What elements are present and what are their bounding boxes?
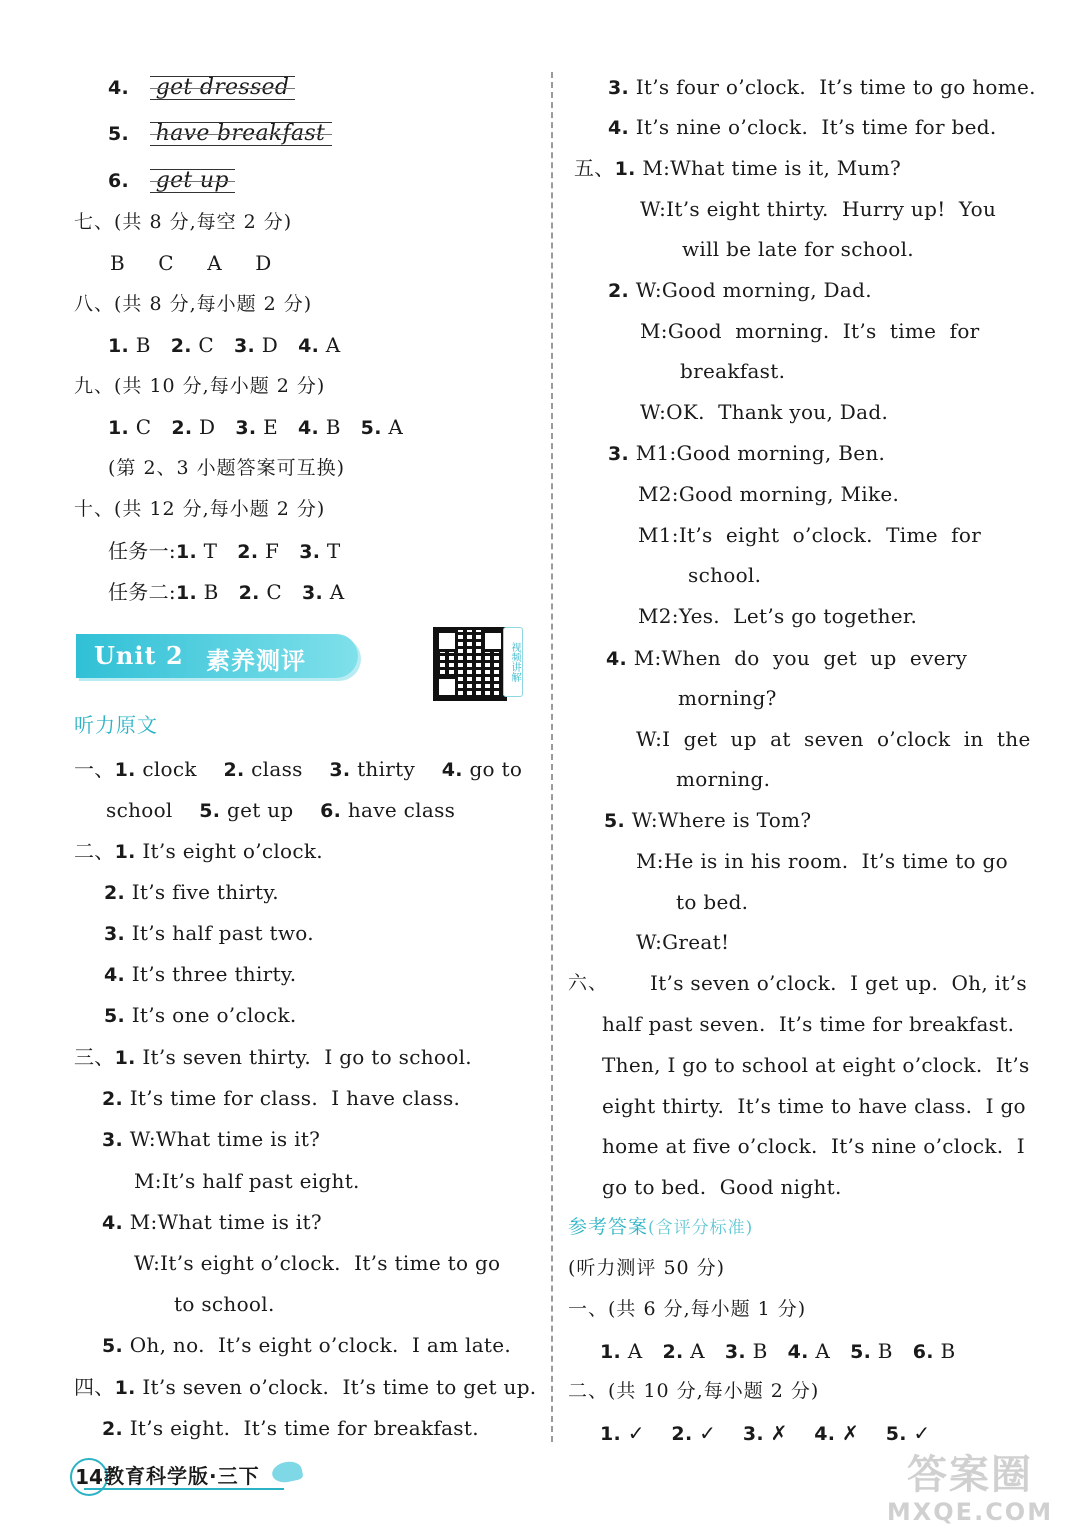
section-8-answers bbox=[108, 330, 341, 361]
handwritten-answer: have breakfast bbox=[150, 122, 332, 146]
item-number: 2. bbox=[102, 1088, 124, 1110]
ref-subtitle: (含评分标准) bbox=[648, 1218, 754, 1238]
dialogue: W:Good morning, Dad. bbox=[635, 278, 872, 302]
answer: B bbox=[940, 1339, 956, 1363]
dialogue: M:What time is it, Mum? bbox=[642, 156, 902, 180]
item-number: 4. bbox=[297, 417, 320, 439]
section-10-task1 bbox=[108, 536, 341, 567]
page-number: 14 bbox=[70, 1458, 108, 1496]
qr-corner bbox=[436, 676, 458, 698]
hw-item-6 bbox=[108, 165, 235, 196]
section-10-heading: 十、(共 12 分,每小题 2 分) bbox=[74, 498, 326, 520]
item-number: 5. bbox=[199, 800, 221, 822]
item-number: 1. bbox=[600, 1341, 622, 1363]
answer: B bbox=[752, 1339, 768, 1363]
s5-d4d: morning. bbox=[676, 767, 771, 791]
item-number: 5. bbox=[104, 1005, 126, 1027]
item-number: 4. bbox=[108, 77, 130, 99]
listening-score: (听力测评 50 分) bbox=[568, 1257, 726, 1279]
item-number: 5. bbox=[885, 1423, 907, 1445]
s5-d5c: to bed. bbox=[676, 890, 749, 914]
sentence: It’s half past two. bbox=[131, 921, 314, 945]
item-number: 5. bbox=[102, 1335, 124, 1357]
qr-corner bbox=[482, 630, 504, 652]
watermark-en: MXQE.COM bbox=[886, 1498, 1054, 1526]
answer: B bbox=[325, 415, 341, 439]
item-number: 2. bbox=[223, 759, 245, 781]
s5-d3b: M2:Good morning, Mike. bbox=[638, 482, 900, 506]
sentence: It’s five thirty. bbox=[131, 880, 279, 904]
sentence: It’s eight o’clock. bbox=[142, 839, 323, 863]
answer: T bbox=[203, 539, 218, 563]
answer: D bbox=[261, 333, 279, 357]
section-10-task2 bbox=[108, 577, 344, 608]
item-number: 2. bbox=[608, 280, 630, 302]
section-9-answers bbox=[108, 412, 403, 443]
item-number: 4. bbox=[441, 759, 463, 781]
item-number: 4. bbox=[814, 1423, 836, 1445]
cross-icon: ✗ bbox=[770, 1421, 788, 1445]
item-number: 1. bbox=[114, 1047, 136, 1069]
item-number: 4. bbox=[102, 1212, 124, 1234]
item-number: 4. bbox=[104, 964, 126, 986]
qr-corner bbox=[436, 630, 458, 652]
section-prefix: 三、 bbox=[74, 1045, 115, 1069]
s5-d5b: M:He is in his room. It’s time to go bbox=[636, 849, 1008, 873]
s6-line2: half past seven. It’s time for breakfast. bbox=[602, 1012, 1015, 1036]
word: clock bbox=[142, 757, 197, 781]
r-line-3 bbox=[608, 72, 1036, 103]
s4-line2 bbox=[102, 1413, 479, 1444]
watermark-logo bbox=[880, 1452, 1060, 1532]
sentence: It’s nine o’clock. It’s time for bed. bbox=[635, 115, 997, 139]
answer: F bbox=[265, 539, 280, 563]
answer: B bbox=[135, 333, 151, 357]
item-number: 6. bbox=[108, 170, 130, 192]
section-prefix: 四、 bbox=[74, 1375, 115, 1399]
bird-icon bbox=[270, 1459, 304, 1485]
s3-line4c: to school. bbox=[174, 1292, 275, 1316]
ref-title: 参考答案 bbox=[568, 1216, 649, 1238]
dialogue: M:When do you get up every bbox=[633, 646, 968, 670]
item-number: 2. bbox=[238, 582, 260, 604]
qr-code-icon[interactable] bbox=[433, 627, 507, 701]
s2-line1 bbox=[74, 836, 323, 867]
answer: A bbox=[627, 1339, 643, 1363]
section-8-heading: 八、(共 8 分,每小题 2 分) bbox=[74, 293, 313, 315]
reference-answers-title bbox=[568, 1212, 753, 1243]
item-number: 2. bbox=[662, 1341, 684, 1363]
section-prefix: 一、 bbox=[74, 757, 115, 781]
answer: T bbox=[326, 539, 341, 563]
word: school bbox=[106, 798, 173, 822]
column-divider bbox=[551, 72, 553, 1442]
sentence: It’s one o’clock. bbox=[131, 1003, 297, 1027]
sentence: It’s three thirty. bbox=[131, 962, 297, 986]
item-number: 3. bbox=[102, 1129, 124, 1151]
item-number: 6. bbox=[912, 1341, 934, 1363]
s5-d5d: W:Great! bbox=[636, 930, 730, 954]
s5-d1c: will be late for school. bbox=[682, 237, 914, 261]
check-icon: ✓ bbox=[627, 1421, 645, 1445]
s2-line3 bbox=[104, 918, 314, 949]
answer: B bbox=[203, 580, 219, 604]
ans-section-2-answers bbox=[600, 1418, 930, 1449]
s3-line1 bbox=[74, 1042, 472, 1073]
section-9-heading: 九、(共 10 分,每小题 2 分) bbox=[74, 375, 326, 397]
item-number: 3. bbox=[299, 541, 321, 563]
answer: A bbox=[815, 1339, 831, 1363]
item-number: 4. bbox=[787, 1341, 809, 1363]
answer: A bbox=[329, 580, 345, 604]
s5-d4c: W:I get up at seven o’clock in the bbox=[636, 727, 1031, 751]
item-number: 3. bbox=[608, 77, 630, 99]
item-number: 1. bbox=[114, 759, 136, 781]
item-number: 6. bbox=[320, 800, 342, 822]
dialogue: M1:Good morning, Ben. bbox=[635, 441, 886, 465]
answer: E bbox=[263, 415, 278, 439]
s5-d2b: M:Good morning. It’s time for bbox=[640, 319, 980, 343]
answer: A bbox=[388, 415, 404, 439]
s6-line6: go to bed. Good night. bbox=[602, 1175, 842, 1199]
item-number: 3. bbox=[742, 1423, 764, 1445]
footer-underline bbox=[84, 1488, 284, 1490]
item-number: 2. bbox=[237, 541, 259, 563]
ans-section-1-heading: 一、(共 6 分,每小题 1 分) bbox=[568, 1298, 807, 1320]
answer: A bbox=[325, 333, 341, 357]
check-icon: ✓ bbox=[699, 1421, 717, 1445]
unit-banner bbox=[76, 634, 358, 678]
item-number: 4. bbox=[298, 335, 320, 357]
s3-line5 bbox=[102, 1330, 511, 1361]
item-number: 1. bbox=[114, 1377, 136, 1399]
item-number: 3. bbox=[301, 582, 324, 604]
sentence: It’s time for class. I have class. bbox=[129, 1086, 461, 1110]
item-number: 1. bbox=[175, 582, 197, 604]
item-number: 1. bbox=[114, 841, 136, 863]
item-number: 2. bbox=[171, 417, 193, 439]
section-7-answers: B C A D bbox=[110, 251, 272, 275]
s5-d1b: W:It’s eight thirty. Hurry up! You bbox=[640, 197, 997, 221]
unit-title: 素养测评 bbox=[206, 646, 306, 675]
section-9-note: (第 2、3 小题答案可互换) bbox=[108, 457, 346, 479]
section-prefix: 五、 bbox=[574, 156, 615, 180]
s5-d3a bbox=[608, 438, 885, 469]
item-number: 4. bbox=[606, 648, 628, 670]
section-prefix: 二、 bbox=[74, 839, 115, 863]
s6-line5: home at five o’clock. It’s nine o’clock. I bbox=[602, 1134, 1025, 1158]
s5-d2c: breakfast. bbox=[680, 359, 786, 383]
answer: C bbox=[198, 333, 215, 357]
item-number: 5. bbox=[108, 123, 130, 145]
s6-line4: eight thirty. It’s time to have class. I go bbox=[602, 1094, 1026, 1118]
s1-line2 bbox=[106, 795, 455, 826]
check-icon: ✓ bbox=[913, 1421, 931, 1445]
s6-line1: It’s seven o’clock. I get up. Oh, it’s bbox=[650, 971, 1027, 995]
s5-d3e: M2:Yes. Let’s go together. bbox=[638, 604, 918, 628]
dialogue: W:What time is it? bbox=[129, 1127, 321, 1151]
s3-line4 bbox=[102, 1207, 322, 1238]
s3-line4b: W:It’s eight o’clock. It’s time to go bbox=[134, 1251, 501, 1275]
item-number: 3. bbox=[234, 335, 256, 357]
section-7-heading: 七、(共 8 分,每空 2 分) bbox=[74, 211, 293, 233]
s5-d4b: morning? bbox=[678, 686, 777, 710]
s3-line3 bbox=[102, 1124, 320, 1155]
item-number: 3. bbox=[724, 1341, 746, 1363]
s5-d3c: M1:It’s eight o’clock. Time for bbox=[638, 523, 982, 547]
s3-line3b: M:It’s half past eight. bbox=[134, 1169, 360, 1193]
r-line-4 bbox=[608, 112, 996, 143]
listening-title: 听力原文 bbox=[74, 713, 158, 737]
word: class bbox=[251, 757, 303, 781]
answer: B bbox=[877, 1339, 893, 1363]
item-number: 2. bbox=[671, 1423, 693, 1445]
handwritten-answer: get dressed bbox=[150, 76, 296, 100]
answer: C bbox=[135, 415, 152, 439]
task-label: 任务一: bbox=[108, 539, 176, 563]
item-number: 2. bbox=[104, 882, 126, 904]
ans-section-2-heading: 二、(共 10 分,每小题 2 分) bbox=[568, 1380, 820, 1402]
s5-d2a bbox=[608, 275, 872, 306]
s5-d1a bbox=[574, 153, 901, 184]
task-label: 任务二: bbox=[108, 580, 176, 604]
word: go to bbox=[469, 757, 523, 781]
dialogue: M:What time is it? bbox=[129, 1210, 322, 1234]
handwritten-answer: get up bbox=[150, 169, 235, 193]
word: have class bbox=[347, 798, 456, 822]
item-number: 4. bbox=[608, 117, 630, 139]
s2-line2 bbox=[104, 877, 279, 908]
s6-prefix: 六、 bbox=[568, 972, 609, 994]
word: thirty bbox=[357, 757, 416, 781]
item-number: 1. bbox=[600, 1423, 622, 1445]
item-number: 5. bbox=[360, 417, 382, 439]
s5-d3d: school. bbox=[688, 563, 762, 587]
item-number: 1. bbox=[108, 417, 130, 439]
dialogue: W:Where is Tom? bbox=[631, 808, 812, 832]
item-number: 3. bbox=[608, 443, 630, 465]
item-number: 1. bbox=[108, 335, 130, 357]
s1-line1 bbox=[74, 754, 522, 785]
unit-label: Unit 2 bbox=[94, 641, 184, 670]
s2-line4 bbox=[104, 959, 296, 990]
s6-line3: Then, I go to school at eight o’clock. It’s bbox=[602, 1053, 1030, 1077]
s5-d4a bbox=[606, 643, 967, 674]
watermark-cn: 答案圈 bbox=[907, 1452, 1033, 1498]
item-number: 3. bbox=[235, 417, 257, 439]
sentence: It’s eight. It’s time for breakfast. bbox=[129, 1416, 479, 1440]
qr-label: 视频讲解 bbox=[503, 627, 523, 697]
cross-icon: ✗ bbox=[841, 1421, 860, 1445]
item-number: 1. bbox=[614, 158, 636, 180]
item-number: 2. bbox=[170, 335, 192, 357]
item-number: 1. bbox=[175, 541, 197, 563]
item-number: 3. bbox=[329, 759, 351, 781]
answer: D bbox=[199, 415, 216, 439]
item-number: 3. bbox=[104, 923, 126, 945]
footer-edition: 教育科学版·三下 bbox=[104, 1464, 260, 1488]
hw-item-5 bbox=[108, 118, 332, 149]
answer: A bbox=[690, 1339, 705, 1363]
item-number: 5. bbox=[850, 1341, 872, 1363]
sentence: It’s seven o’clock. It’s time to get up. bbox=[142, 1375, 537, 1399]
s2-line5 bbox=[104, 1000, 297, 1031]
s3-line2 bbox=[102, 1083, 460, 1114]
ans-section-1-answers bbox=[600, 1336, 955, 1367]
item-number: 5. bbox=[604, 810, 626, 832]
s5-d2d: W:OK. Thank you, Dad. bbox=[640, 400, 889, 424]
s5-d5a bbox=[604, 805, 811, 836]
sentence: Oh, no. It’s eight o’clock. I am late. bbox=[129, 1333, 512, 1357]
hw-item-4 bbox=[108, 72, 295, 103]
sentence: It’s four o’clock. It’s time to go home. bbox=[635, 75, 1036, 99]
s4-line1 bbox=[74, 1372, 536, 1403]
word: get up bbox=[226, 798, 294, 822]
sentence: It’s seven thirty. I go to school. bbox=[142, 1045, 472, 1069]
answer: C bbox=[266, 580, 282, 604]
item-number: 2. bbox=[102, 1418, 124, 1440]
